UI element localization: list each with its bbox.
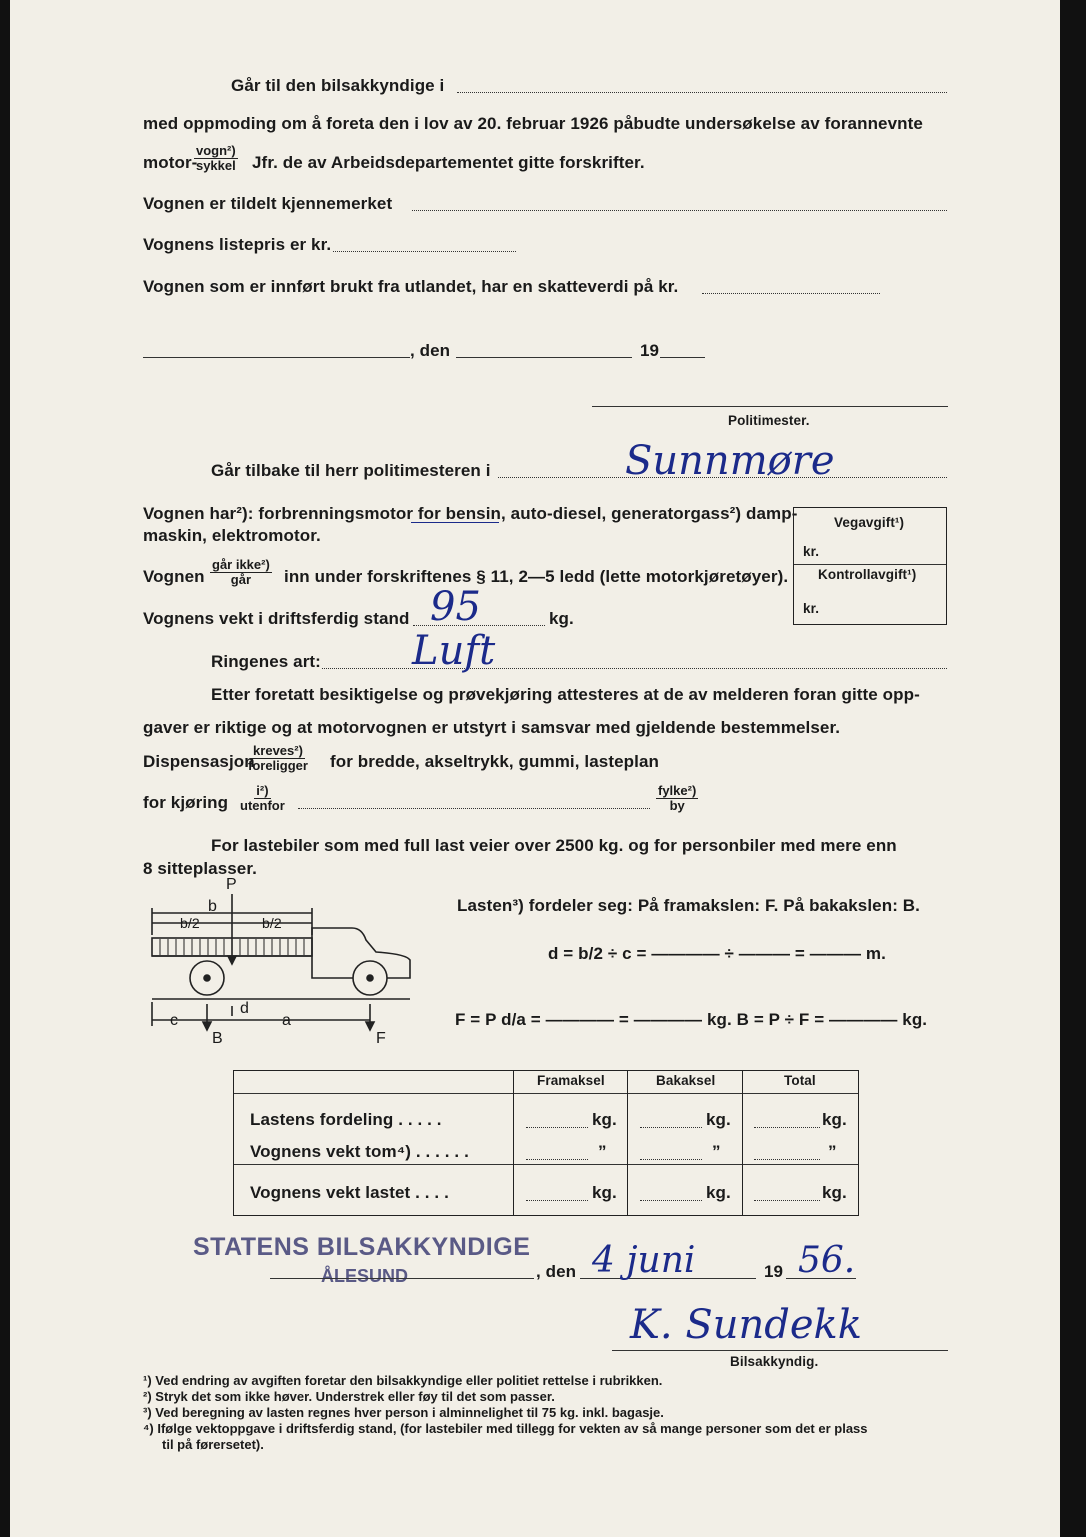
gaar-frac-top: går ikke²) [212, 557, 270, 572]
cell-0-0-field[interactable] [526, 1127, 588, 1128]
motor-fraction [194, 144, 238, 173]
kjennemerke-label: Vognen er tildelt kjennemerket [143, 194, 393, 213]
date-field[interactable] [456, 357, 632, 358]
request-text: med oppmoding om å foreta den i lov av 20. februar 1926 påbudte undersøkelse av forannevnte [143, 114, 923, 133]
motor-frac-bottom: sykkel [195, 158, 236, 173]
footnote-4-cont: til på førersetet). [162, 1437, 264, 1452]
lasten-text: Lasten³) fordeler seg: På framakslen: F. På bakakslen: B. [457, 896, 920, 915]
ringenes-label: Ringenes art: [211, 652, 321, 671]
vekt-handwriting: 95 [430, 584, 481, 630]
diagram-label-b2-left: b/2 [180, 915, 200, 931]
ringenes-handwriting: Luft [412, 628, 496, 674]
header-total: Total [784, 1073, 816, 1088]
cell-1-1: ” [712, 1142, 721, 1161]
fylke-frac-top: fylke²) [658, 783, 697, 798]
attest-line2: gaver er riktige og at motorvognen er utstyrt i samsvar med gjeldende bestemmelser. [143, 718, 841, 737]
fylke-frac-bottom: by [669, 798, 685, 813]
kjoring-fraction [240, 784, 285, 813]
header-framaksel: Framaksel [537, 1073, 605, 1088]
col-divider-1 [513, 1071, 514, 1215]
gaar-suffix: inn under forskriftenes § 11, 2—5 ledd (lette motorkjøretøyer). [284, 567, 789, 586]
motor-frac-top: vogn²) [196, 143, 236, 158]
cell-1-2: ” [828, 1142, 837, 1161]
footnote-1: ¹) Ved endring av avgiften foretar den bilsakkyndige eller politiet rettelse i rubrikken. [143, 1373, 663, 1388]
d-formula: d = b/2 ÷ c = ———— ÷ ——— = ——— m. [548, 944, 886, 963]
col-divider-2 [627, 1071, 628, 1215]
diagram-label-f: F [376, 1030, 386, 1047]
laste-line2: 8 sitteplasser. [143, 859, 257, 878]
sig-year-prefix: 19 [764, 1262, 784, 1281]
fee-box [793, 507, 947, 625]
destination-label: Går til den bilsakkyndige i [231, 76, 445, 95]
fee-divider [794, 564, 946, 565]
vekt-unit: kg. [549, 609, 574, 628]
stamp-line1: STATENS BILSAKKYNDIGE [193, 1233, 531, 1261]
cell-0-2: kg. [822, 1110, 847, 1129]
politimester-signature-line[interactable] [592, 406, 948, 407]
listepris-label: Vognens listepris er kr. [143, 235, 332, 254]
cell-2-1-field[interactable] [640, 1200, 702, 1201]
kjoring-label: for kjøring [143, 793, 229, 812]
f-formula: F = P d/a = ———— = ———— kg. B = P ÷ F = ———— kg. [455, 1010, 928, 1029]
cell-1-0-field[interactable] [526, 1159, 588, 1160]
disp-suffix: for bredde, akseltrykk, gummi, lasteplan [330, 752, 660, 771]
load-table [233, 1070, 859, 1216]
year-prefix: 19 [640, 341, 660, 360]
cell-0-1-field[interactable] [640, 1127, 702, 1128]
listepris-field[interactable] [333, 251, 516, 252]
diagram-label-b: b [208, 898, 217, 915]
tilbake-label: Går tilbake til herr politimesteren i [211, 461, 491, 480]
cell-1-2-field[interactable] [754, 1159, 820, 1160]
sig-den-label: , den [536, 1262, 577, 1281]
motor-type-line1: Vognen har²): forbrenningsmotor for bensin, auto-diesel, generatorgass²) damp- [143, 504, 798, 523]
cell-0-0: kg. [592, 1110, 617, 1129]
place-field[interactable] [143, 357, 410, 358]
row-vekt-lastet: Vognens vekt lastet . . . . [250, 1183, 449, 1202]
vekt-label: Vognens vekt i driftsferdig stand [143, 609, 410, 628]
diagram-label-c: c [170, 1012, 179, 1029]
kjoring-field[interactable] [298, 808, 650, 809]
diagram-label-d: d [240, 1000, 249, 1017]
laste-line1: For lastebiler som med full last veier over 2500 kg. og for personbiler med mere enn [211, 836, 897, 855]
cell-2-2: kg. [822, 1183, 847, 1202]
header-bakaksel: Bakaksel [656, 1073, 716, 1088]
year-field[interactable] [660, 357, 705, 358]
kontrollavgift-label: Kontrollavgift¹) [818, 567, 917, 582]
diagram-label-b2-right: b/2 [262, 915, 282, 931]
fylke-fraction [656, 784, 698, 813]
sig-year-handwriting: 56. [798, 1240, 856, 1281]
diagram-label-a: a [282, 1012, 291, 1029]
row-lastens-fordeling: Lastens fordeling . . . . . [250, 1110, 442, 1129]
motor-suffix: Jfr. de av Arbeidsdepartementet gitte forskrifter. [252, 153, 645, 172]
cell-2-0: kg. [592, 1183, 617, 1202]
skatteverdi-label: Vognen som er innført brukt fra utlandet, har en skatteverdi på kr. [143, 277, 679, 296]
gaar-fraction [210, 558, 272, 587]
skatteverdi-field[interactable] [702, 293, 880, 294]
kjoring-frac-bottom: utenfor [240, 798, 285, 813]
table-row-divider [234, 1164, 858, 1165]
stamp-line2: ÅLESUND [321, 1266, 409, 1286]
stamp-place-line[interactable] [270, 1278, 534, 1279]
cell-0-2-field[interactable] [754, 1127, 820, 1128]
footnote-2: ²) Stryk det som ikke høver. Understrek eller føy til det som passer. [143, 1389, 555, 1404]
kjennemerke-field[interactable] [412, 210, 947, 211]
bilsakkyndig-line[interactable] [612, 1350, 948, 1351]
den-label: , den [410, 341, 451, 360]
vegavgift-kr: kr. [803, 544, 820, 559]
cell-2-2-field[interactable] [754, 1200, 820, 1201]
disp-frac-bottom: foreligger [248, 758, 308, 773]
disp-frac-top: kreves²) [253, 743, 303, 758]
motor-prefix: motor- [143, 153, 198, 172]
gaar-frac-bottom: går [230, 572, 252, 587]
footnote-4: ⁴) Ifølge vektoppgave i driftsferdig stand, (for lastebiler med tillegg for vekten av så mange personer som det er plass [143, 1421, 868, 1436]
destination-field[interactable] [457, 92, 947, 93]
table-header-line [234, 1093, 858, 1094]
diagram-label-p: P [226, 876, 237, 893]
motor-type-line2: maskin, elektromotor. [143, 526, 321, 545]
cell-0-1: kg. [706, 1110, 731, 1129]
cell-2-0-field[interactable] [526, 1200, 588, 1201]
cell-1-1-field[interactable] [640, 1159, 702, 1160]
footnote-3: ³) Ved beregning av lasten regnes hver person i alminnelighet til 75 kg. inkl. bagasje. [143, 1405, 664, 1420]
diagram-label-bb: B [212, 1030, 223, 1047]
politimester-label: Politimester. [728, 413, 810, 428]
vegavgift-label: Vegavgift¹) [834, 515, 905, 530]
bensin-underline [411, 522, 499, 523]
tilbake-handwriting: Sunnmøre [625, 438, 835, 484]
attest-line1: Etter foretatt besiktigelse og prøvekjøring attesteres at de av melderen foran gitte opp- [211, 685, 920, 704]
cell-2-1: kg. [706, 1183, 731, 1202]
kontrollavgift-kr: kr. [803, 601, 820, 616]
cell-1-0: ” [598, 1142, 607, 1161]
bilsakkyndig-label: Bilsakkyndig. [730, 1354, 819, 1369]
disp-fraction [248, 744, 308, 773]
row-vekt-tom: Vognens vekt tom⁴) . . . . . . [250, 1142, 469, 1161]
disp-label: Dispensasjon [143, 752, 255, 771]
vognen-prefix: Vognen [143, 567, 205, 586]
sig-date-handwriting: 4 juni [592, 1240, 696, 1281]
bilsakkyndig-signature: K. Sundekk [630, 1302, 862, 1348]
kjoring-frac-top: i²) [256, 783, 269, 798]
col-divider-3 [742, 1071, 743, 1215]
